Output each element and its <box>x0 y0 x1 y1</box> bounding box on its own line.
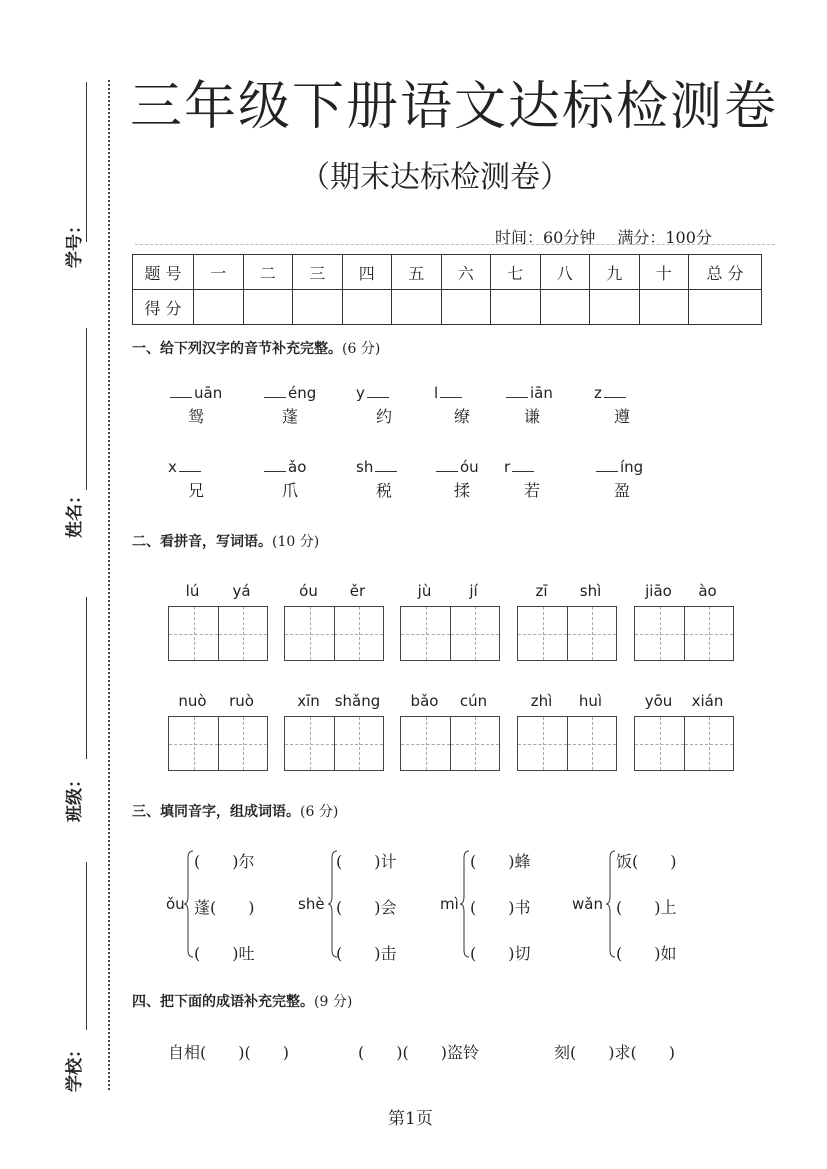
answer-blank[interactable] <box>436 459 458 472</box>
syllable-item <box>434 384 514 427</box>
score-input-cell[interactable] <box>194 290 244 325</box>
name-line <box>86 328 87 490</box>
school-line <box>86 862 87 1030</box>
writing-grid[interactable] <box>400 716 500 771</box>
pinyin-prompt: shǎng <box>334 692 381 710</box>
pinyin-prompt: yá <box>232 582 251 600</box>
section3-title: 三、填同音字，组成词语。 <box>132 804 300 820</box>
pinyin-prompt: bǎo <box>410 692 439 710</box>
pinyin-prompt: ěr <box>349 582 366 600</box>
grid-cell[interactable] <box>450 717 499 770</box>
writing-grid[interactable] <box>284 606 384 661</box>
brace-icon <box>184 850 194 958</box>
divider <box>135 244 775 245</box>
student-no-line <box>86 82 87 242</box>
answer-blank[interactable] <box>596 459 618 472</box>
syllable-pinyin[interactable] <box>594 384 674 402</box>
pinyin-final: óu <box>460 458 479 476</box>
pinyin-prompt: jiāo <box>645 582 672 600</box>
syllable-item <box>262 458 342 501</box>
answer-blank[interactable] <box>264 459 286 472</box>
homophone-pinyin: ǒu <box>166 895 185 913</box>
score-header-cell: 八 <box>540 255 590 290</box>
syllable-hanzi: 蓬 <box>282 407 299 426</box>
pinyin-prompt: lú <box>185 582 200 600</box>
grid-cell[interactable] <box>169 717 218 770</box>
score-input-cell[interactable] <box>639 290 689 325</box>
syllable-item <box>504 384 584 427</box>
syllable-hanzi: 盈 <box>614 481 631 500</box>
score-header-cell: 题 号 <box>133 255 194 290</box>
writing-grid[interactable] <box>168 606 268 661</box>
pinyin-prompt: cún <box>459 692 488 710</box>
syllable-hanzi: 遵 <box>614 407 631 426</box>
score-input-cell[interactable] <box>441 290 491 325</box>
pinyin-final: ǎo <box>288 458 307 476</box>
pinyin-final: íng <box>620 458 644 476</box>
pinyin-prompt: yōu <box>644 692 673 710</box>
score-header-cell: 六 <box>441 255 491 290</box>
syllable-item <box>434 458 514 501</box>
syllable-pinyin[interactable] <box>504 384 584 402</box>
section2-heading <box>132 531 319 551</box>
syllable-pinyin[interactable] <box>262 458 342 476</box>
answer-blank[interactable] <box>440 385 462 398</box>
syllable-pinyin[interactable] <box>434 384 514 402</box>
homophone-blank[interactable]: ( )计 <box>336 852 397 871</box>
pinyin-prompt: ruò <box>229 692 254 710</box>
score-input-cell[interactable] <box>491 290 541 325</box>
grid-cell[interactable] <box>218 717 267 770</box>
score-header-cell: 总 分 <box>689 255 762 290</box>
section1-heading <box>132 338 380 358</box>
syllable-hanzi: 税 <box>376 481 393 500</box>
pinyin-final: iān <box>530 384 553 402</box>
idiom-item[interactable]: 自相( )( ) <box>168 1043 289 1062</box>
syllable-hanzi: 约 <box>376 407 393 426</box>
homophone-blank[interactable]: 蓬( ) <box>194 898 255 917</box>
score-input-cell[interactable] <box>540 290 590 325</box>
answer-blank[interactable] <box>506 385 528 398</box>
score-input-cell[interactable] <box>342 290 392 325</box>
grid-cell[interactable] <box>334 717 383 770</box>
writing-grid[interactable] <box>634 716 734 771</box>
grid-cell[interactable] <box>450 607 499 660</box>
writing-grid[interactable] <box>284 716 384 771</box>
pinyin-initial: z <box>594 384 602 402</box>
pinyin-prompt: óu <box>299 582 318 600</box>
pinyin-prompt: zī <box>535 582 548 600</box>
pinyin-prompt: xīn <box>297 692 320 710</box>
syllable-pinyin[interactable] <box>504 458 584 476</box>
idiom-item[interactable]: 刻( )求( ) <box>554 1043 675 1062</box>
score-input-cell[interactable] <box>590 290 640 325</box>
exam-full-score: 满分：100分 <box>617 228 712 247</box>
syllable-hanzi: 缭 <box>454 407 471 426</box>
homophone-pinyin: shè <box>298 895 325 913</box>
score-table-score-row <box>133 290 762 325</box>
grid-cell[interactable] <box>401 717 450 770</box>
class-label: 班级： <box>65 771 85 822</box>
answer-blank[interactable] <box>264 385 286 398</box>
pinyin-prompt: huì <box>578 692 603 710</box>
pinyin-initial: y <box>356 384 365 402</box>
school-label: 学校： <box>65 1041 85 1092</box>
syllable-item <box>356 384 439 427</box>
syllable-pinyin[interactable] <box>168 458 248 476</box>
answer-blank[interactable] <box>604 385 626 398</box>
homophone-blank[interactable]: ( )切 <box>470 944 531 963</box>
writing-grid[interactable] <box>517 606 617 661</box>
answer-blank[interactable] <box>512 459 534 472</box>
section3-points: (6 分) <box>300 804 339 820</box>
grid-cell[interactable] <box>518 607 567 660</box>
student-no-label: 学号： <box>65 217 85 268</box>
syllable-item <box>168 458 248 501</box>
pinyin-final: éng <box>288 384 317 402</box>
syllable-hanzi: 谦 <box>524 407 541 426</box>
section1-title: 一、给下列汉字的音节补充完整。 <box>132 341 342 357</box>
homophone-blank[interactable]: ( )上 <box>616 898 677 917</box>
score-input-cell[interactable] <box>689 290 762 325</box>
grid-cell[interactable] <box>218 607 267 660</box>
class-line <box>86 597 87 759</box>
pinyin-prompt: jí <box>469 582 478 600</box>
score-header-cell: 四 <box>342 255 392 290</box>
score-row-label: 得 分 <box>133 290 194 325</box>
binding-dotted-line <box>108 80 110 1090</box>
score-table <box>132 254 762 325</box>
score-header-cell: 三 <box>293 255 343 290</box>
page-title: 三年级下册语文达标检测卷 <box>130 77 779 137</box>
page-number: 第1页 <box>388 1109 433 1129</box>
score-header-cell: 十 <box>639 255 689 290</box>
answer-blank[interactable] <box>367 385 389 398</box>
grid-cell[interactable] <box>635 717 684 770</box>
exam-time: 时间：60分钟 <box>495 228 596 247</box>
homophone-blank[interactable]: ( )击 <box>336 944 397 963</box>
answer-blank[interactable] <box>170 385 192 398</box>
answer-blank[interactable] <box>375 459 397 472</box>
grid-cell[interactable] <box>285 607 334 660</box>
brace-icon <box>460 850 470 958</box>
homophone-blank[interactable]: ( )蜂 <box>470 852 531 871</box>
grid-cell[interactable] <box>635 607 684 660</box>
grid-cell[interactable] <box>567 607 616 660</box>
writing-grid[interactable] <box>168 716 268 771</box>
syllable-item <box>594 384 674 427</box>
pinyin-prompt: nuò <box>178 692 207 710</box>
syllable-hanzi: 爪 <box>282 481 299 500</box>
syllable-hanzi: 鸳 <box>188 407 205 426</box>
pinyin-prompt: shì <box>579 582 602 600</box>
grid-cell[interactable] <box>684 717 733 770</box>
section4-heading <box>132 991 352 1011</box>
pinyin-initial: x <box>168 458 177 476</box>
answer-blank[interactable] <box>179 459 201 472</box>
syllable-item <box>262 384 342 427</box>
brace-icon <box>606 850 616 958</box>
homophone-pinyin: mì <box>440 895 459 913</box>
pinyin-prompt: zhì <box>530 692 553 710</box>
grid-cell[interactable] <box>401 607 450 660</box>
writing-grid[interactable] <box>634 606 734 661</box>
score-table-header-row <box>133 255 762 290</box>
section2-points: (10 分) <box>272 534 320 550</box>
homophone-blank[interactable]: 饭( ) <box>616 852 677 871</box>
score-input-cell[interactable] <box>293 290 343 325</box>
section2-title: 二、看拼音，写词语。 <box>132 534 272 550</box>
grid-cell[interactable] <box>567 717 616 770</box>
syllable-pinyin[interactable] <box>356 458 436 476</box>
syllable-pinyin[interactable] <box>434 458 514 476</box>
writing-grid[interactable] <box>400 606 500 661</box>
score-header-cell: 七 <box>491 255 541 290</box>
section4-title: 四、把下面的成语补充完整。 <box>132 994 314 1010</box>
syllable-pinyin[interactable] <box>168 384 248 402</box>
homophone-blank[interactable]: ( )吐 <box>194 944 255 963</box>
writing-grid[interactable] <box>517 716 617 771</box>
section3-heading <box>132 801 338 821</box>
homophone-blank[interactable]: ( )如 <box>616 944 677 963</box>
syllable-item <box>504 458 584 501</box>
grid-cell[interactable] <box>334 607 383 660</box>
pinyin-initial: r <box>504 458 511 476</box>
score-header-cell: 一 <box>194 255 244 290</box>
homophone-blank[interactable]: ( )书 <box>470 898 531 917</box>
score-header-cell: 九 <box>590 255 640 290</box>
homophone-pinyin: wǎn <box>572 895 603 913</box>
pinyin-prompt: jù <box>417 582 432 600</box>
grid-cell[interactable] <box>169 607 218 660</box>
pinyin-final: uān <box>194 384 223 402</box>
section4-points: (9 分) <box>314 994 353 1010</box>
score-input-cell[interactable] <box>243 290 293 325</box>
homophone-blank[interactable]: ( )会 <box>336 898 397 917</box>
pinyin-prompt: ào <box>698 582 717 600</box>
homophone-blank[interactable]: ( )尔 <box>194 852 255 871</box>
grid-cell[interactable] <box>684 607 733 660</box>
syllable-item <box>168 384 248 427</box>
grid-cell[interactable] <box>285 717 334 770</box>
name-label: 姓名： <box>65 487 85 538</box>
syllable-hanzi: 揉 <box>454 481 471 500</box>
syllable-item <box>594 458 674 501</box>
score-header-cell: 五 <box>392 255 442 290</box>
syllable-hanzi: 若 <box>524 481 541 500</box>
pinyin-initial: sh <box>356 458 374 476</box>
pinyin-prompt: xián <box>691 692 724 710</box>
syllable-item <box>356 458 436 501</box>
page-subtitle: （期末达标检测卷） <box>300 160 570 195</box>
score-input-cell[interactable] <box>392 290 442 325</box>
syllable-pinyin[interactable] <box>262 384 342 402</box>
syllable-pinyin[interactable] <box>594 458 674 476</box>
pinyin-initial: l <box>434 384 439 402</box>
grid-cell[interactable] <box>518 717 567 770</box>
section1-points: (6 分) <box>342 341 381 357</box>
idiom-item[interactable]: ( )( )盗铃 <box>358 1043 479 1062</box>
score-header-cell: 二 <box>243 255 293 290</box>
syllable-hanzi: 兄 <box>188 481 205 500</box>
syllable-pinyin[interactable] <box>356 384 439 402</box>
